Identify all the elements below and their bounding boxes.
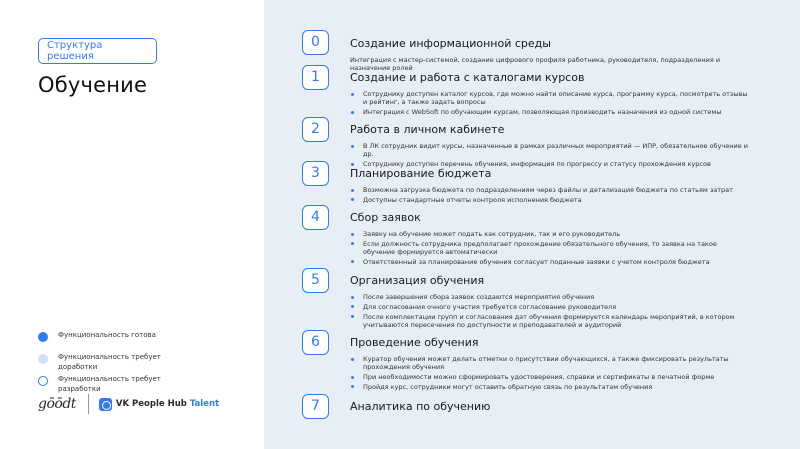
step-title-2: Работа в личном кабинете	[350, 123, 505, 136]
step-title-0: Создание информационной среды	[350, 37, 551, 50]
legend-item-needs-improvement	[38, 353, 168, 374]
step-bullets-3	[350, 186, 750, 206]
list-item: Если должность сотрудника предполагает прохождение обязательного обучения, то заявка на такое обучение формируется автоматически	[350, 240, 750, 257]
step-bullets-2	[350, 142, 750, 170]
step-bullets-4	[350, 230, 750, 268]
step-number-1: 1	[302, 65, 329, 90]
legend-item-ready	[38, 331, 168, 352]
legend-label: Функциональность требует доработки	[58, 353, 161, 371]
goodt-logo: gōōdt	[38, 396, 76, 412]
legend-label: Функциональность готова	[58, 331, 156, 339]
step-title-5: Организация обучения	[350, 274, 485, 287]
step-number-2: 2	[302, 117, 329, 142]
legend-item-needs-development	[38, 375, 168, 396]
list-item: Ответственный за планирование обучения согласует поданные заявки с учетом контроля бюджета	[350, 258, 750, 266]
step-number-6: 6	[302, 330, 329, 355]
step-bullets-6	[350, 355, 750, 393]
step-title-1: Создание и работа с каталогами курсов	[350, 71, 585, 84]
list-item: Возможна загрузка бюджета по подразделениям через файлы и детализация бюджета по статьям затрат	[350, 186, 750, 194]
list-item: В ЛК сотрудник видит курсы, назначенные в рамках различных мероприятий — ИПР, обязательное обучение и др.	[350, 142, 750, 159]
step-title-6: Проведение обучения	[350, 336, 479, 349]
list-item: Сотруднику доступен перечень обучения, информация по прогрессу и статусу прохождения курсов	[350, 160, 750, 168]
light-circle-icon	[38, 354, 48, 364]
list-item: Куратор обучения может делать отметки о присутствии обучающихся, а также фиксировать результаты прохождения обучения	[350, 355, 750, 372]
vk-logo-icon	[99, 398, 112, 411]
filled-circle-icon	[38, 332, 48, 342]
section-tag: Структура решения	[38, 38, 157, 64]
step-number-4: 4	[302, 205, 329, 230]
step-number-7: 7	[302, 394, 329, 419]
outline-circle-icon	[38, 376, 48, 386]
logo-divider	[88, 394, 89, 414]
list-item: Интеграция с WebSoft по обучающим курсам, позволяющая производить назначения из одной системы	[350, 108, 750, 116]
list-item: Пройдя курс, сотрудники могут оставить обратную связь по результатам обучения	[350, 383, 750, 391]
page-title: Обучение	[38, 73, 148, 97]
legend	[38, 331, 168, 397]
step-bullets-1	[350, 90, 750, 118]
list-item: Сотруднику доступен каталог курсов, где можно найти описание курса, программу курса, посмотреть отзывы и рейтинг, а также задать вопросы	[350, 90, 750, 107]
vk-logo-text: VK People Hub	[115, 399, 187, 409]
list-item: После комплектации групп и согласования дат обучения формируется календарь мероприятий, в котором учитываются пересечения по доступности и преподавателей и аудиторий	[350, 313, 750, 330]
list-item: При необходимости можно сформировать удостоверения, справки и сертификаты в печатной форме	[350, 373, 750, 381]
step-number-5: 5	[302, 268, 329, 293]
step-description-0: Интеграция с мастер-системой, создание цифрового профиля работника, руководителя, подразделения и назначение ролей	[350, 56, 721, 73]
step-title-4: Сбор заявок	[350, 211, 421, 224]
left-panel	[0, 0, 264, 449]
legend-label: Функциональность требует разработки	[58, 375, 161, 393]
vk-talent-text: Talent	[189, 399, 220, 409]
step-bullets-5	[350, 293, 750, 331]
step-number-0: 0	[302, 30, 329, 55]
step-title-7: Аналитика по обучению	[350, 400, 491, 413]
step-number-3: 3	[302, 161, 329, 186]
list-item: Для согласования очного участия требуется согласование руководителя	[350, 303, 750, 311]
step-title-3: Планирование бюджета	[350, 167, 492, 180]
list-item: Заявку на обучение может подать как сотрудник, так и его руководитель	[350, 230, 750, 238]
list-item: После завершения сбора заявок создаются мероприятия обучения	[350, 293, 750, 301]
list-item: Доступны стандартные отчеты контроля исполнения бюджета	[350, 196, 750, 204]
logos	[38, 394, 219, 414]
vk-people-hub-logo	[116, 399, 219, 409]
